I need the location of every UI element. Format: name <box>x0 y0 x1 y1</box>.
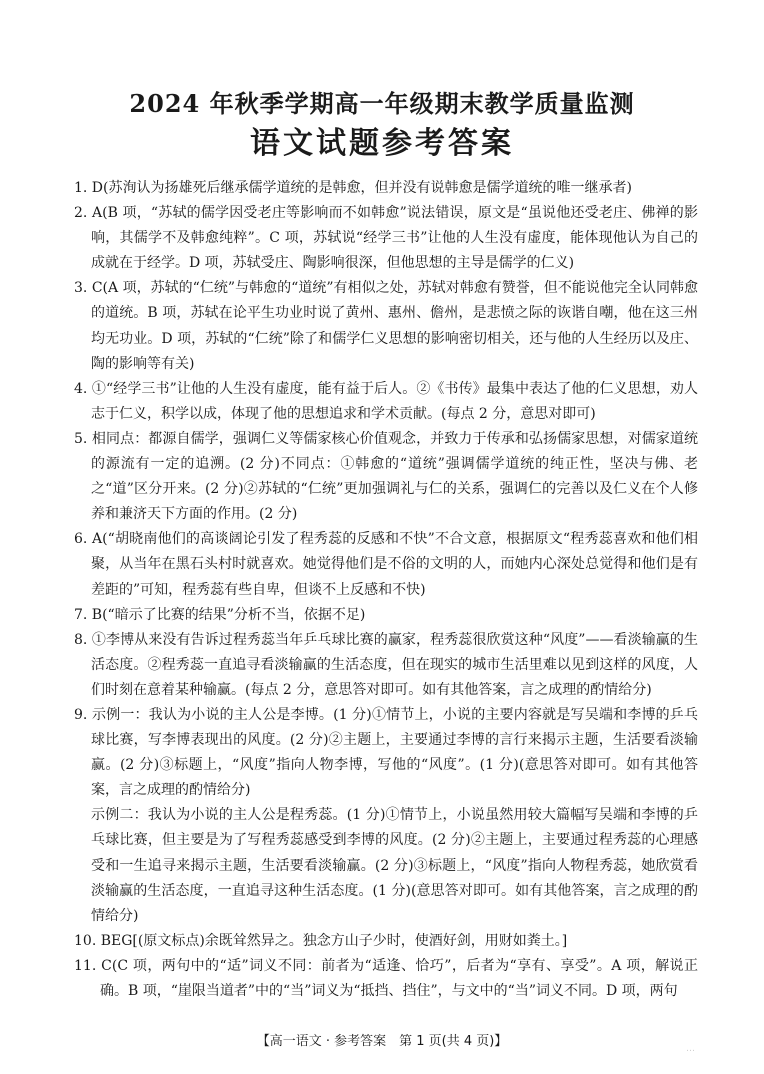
answer-item-6: 6. A(“胡晓南他们的高谈阔论引发了程秀蕊的反感和不快”不合文意，根据原文“程秀蕊喜欢和他们相聚，从当年在黑石头村时就喜欢。她觉得他们是不俗的文明的人，而她内心深处总觉得和他们是有差距的”可知，程秀蕊有些自卑，但谈不上反感和不快) <box>74 531 698 598</box>
answer-item-1: 1. D(苏洵认为扬雄死后继承儒学道统的是韩愈，但并没有说韩愈是儒学道统的唯一继承者) <box>74 180 632 196</box>
answer-item-9-example-2: 示例二：我认为小说的主人公是程秀蕊。(1 分)①情节上，小说虽然用较大篇幅写吴端和李博的乒乓球比赛，但主要是为了写程秀蕊感受到李博的风度。(2 分)②主题上，主要通过程秀蕊的心理感受和一生追寻来揭示主题，生活要看淡输赢。(2 分)③标题上，“风度”指向人物程秀蕊，她欣赏看淡输赢的生活态度，一直追寻这种生活态度。(1 分)(意思答对即可。如有其他答案，言之成理的酌情给分) <box>91 807 698 924</box>
answer-item-10: 10. BEG[(原文标点)余既耸然异之。独念方山子少时，使酒好剑，用财如粪土。] <box>74 932 568 949</box>
answer-item-2: 2. A(B 项，“苏轼的儒学因受老庄等影响而不如韩愈”说法错误，原文是“虽说他还受老庄、佛禅的影响，其儒学不及韩愈纯粹”。C 项，苏轼说“经学三书”让他的人生没有虚度，能体现他认为自己的成就在于经学。D 项，苏轼受庄、陶影响很深，但他思想的主导是儒学的仁义) <box>74 205 698 272</box>
answer-list <box>74 176 698 1004</box>
answer-item-9-example-1: 9. 示例一：我认为小说的主人公是李博。(1 分)①情节上，小说的主要内容就是写吴端和李博的乒乓球比赛，写李博表现出的风度。(2 分)②主题上，主要通过李博的言行来揭示主题，生活要看淡输赢。(2 分)③标题上，“风度”指向人物李博，写他的“风度”。(1 分)(意思答对即可。如有其他答案，言之成理的酌情给分) <box>74 706 698 799</box>
answer-item-3: 3. C(A 项，苏轼的“仁统”与韩愈的“道统”有相似之处，苏轼对韩愈有赞誉，但不能说他完全认同韩愈的道统。B 项，苏轼在论平生功业时说了黄州、惠州、儋州，是悲愤之际的诙谐自嘲，他在这三州均无功业。D 项，苏轼的“仁统”除了和儒学仁义思想的影响密切相关，还与他的人生经历以及庄、陶的影响等有关) <box>74 280 698 372</box>
page-subtitle: 语文试题参考答案 <box>250 126 514 161</box>
answer-item-11: 11. C(C 项，两句中的“适”词义不同：前者为“适逢、恰巧”，后者为“享有、享受”。A 项，解说正确。B 项，“崖限当道者”中的“当”词义为“抵挡、挡住”，与文中的“当”词义不同。D 项，两句 <box>74 957 698 999</box>
page-title: 2024 年秋季学期高一年级期末教学质量监测 <box>129 89 635 118</box>
page-footer: 【高一语文 · 参考答案 第 1 页(共 4 页)】 <box>256 1034 508 1049</box>
answer-item-4: 4. ①“经学三书”让他的人生没有虚度，能有益于后人。②《书传》最集中表达了他的仁义思想，劝人志于仁义，积学以成，体现了他的思想追求和学术贡献。(每点 2 分，意思对即可) <box>74 380 698 422</box>
corner-mark: … <box>686 1044 695 1054</box>
answer-item-7: 7. B(“暗示了比赛的结果”分析不当，依据不足) <box>74 606 366 623</box>
answer-item-8: 8. ①李博从来没有告诉过程秀蕊当年乒乓球比赛的赢家，程秀蕊很欣赏这种“风度”——看淡输赢的生活态度。②程秀蕊一直追寻看淡输赢的生活态度，但在现实的城市生活里难以见到这样的风度，人们时刻在意着某种输赢。(每点 2 分，意思答对即可。如有其他答案，言之成理的酌情给分) <box>74 631 698 698</box>
answer-item-5: 5. 相同点：都源自儒学，强调仁义等儒家核心价值观念，并致力于传承和弘扬儒家思想，对儒家道统的源流有一定的追溯。(2 分)不同点：①韩愈的“道统”强调儒学道统的纯正性，坚决与佛、老之“道”区分开来。(2 分)②苏轼的“仁统”更加强调礼与仁的关系，强调仁的完善以及仁义在个人修养和兼济天下方面的作用。(2 分) <box>74 430 698 523</box>
